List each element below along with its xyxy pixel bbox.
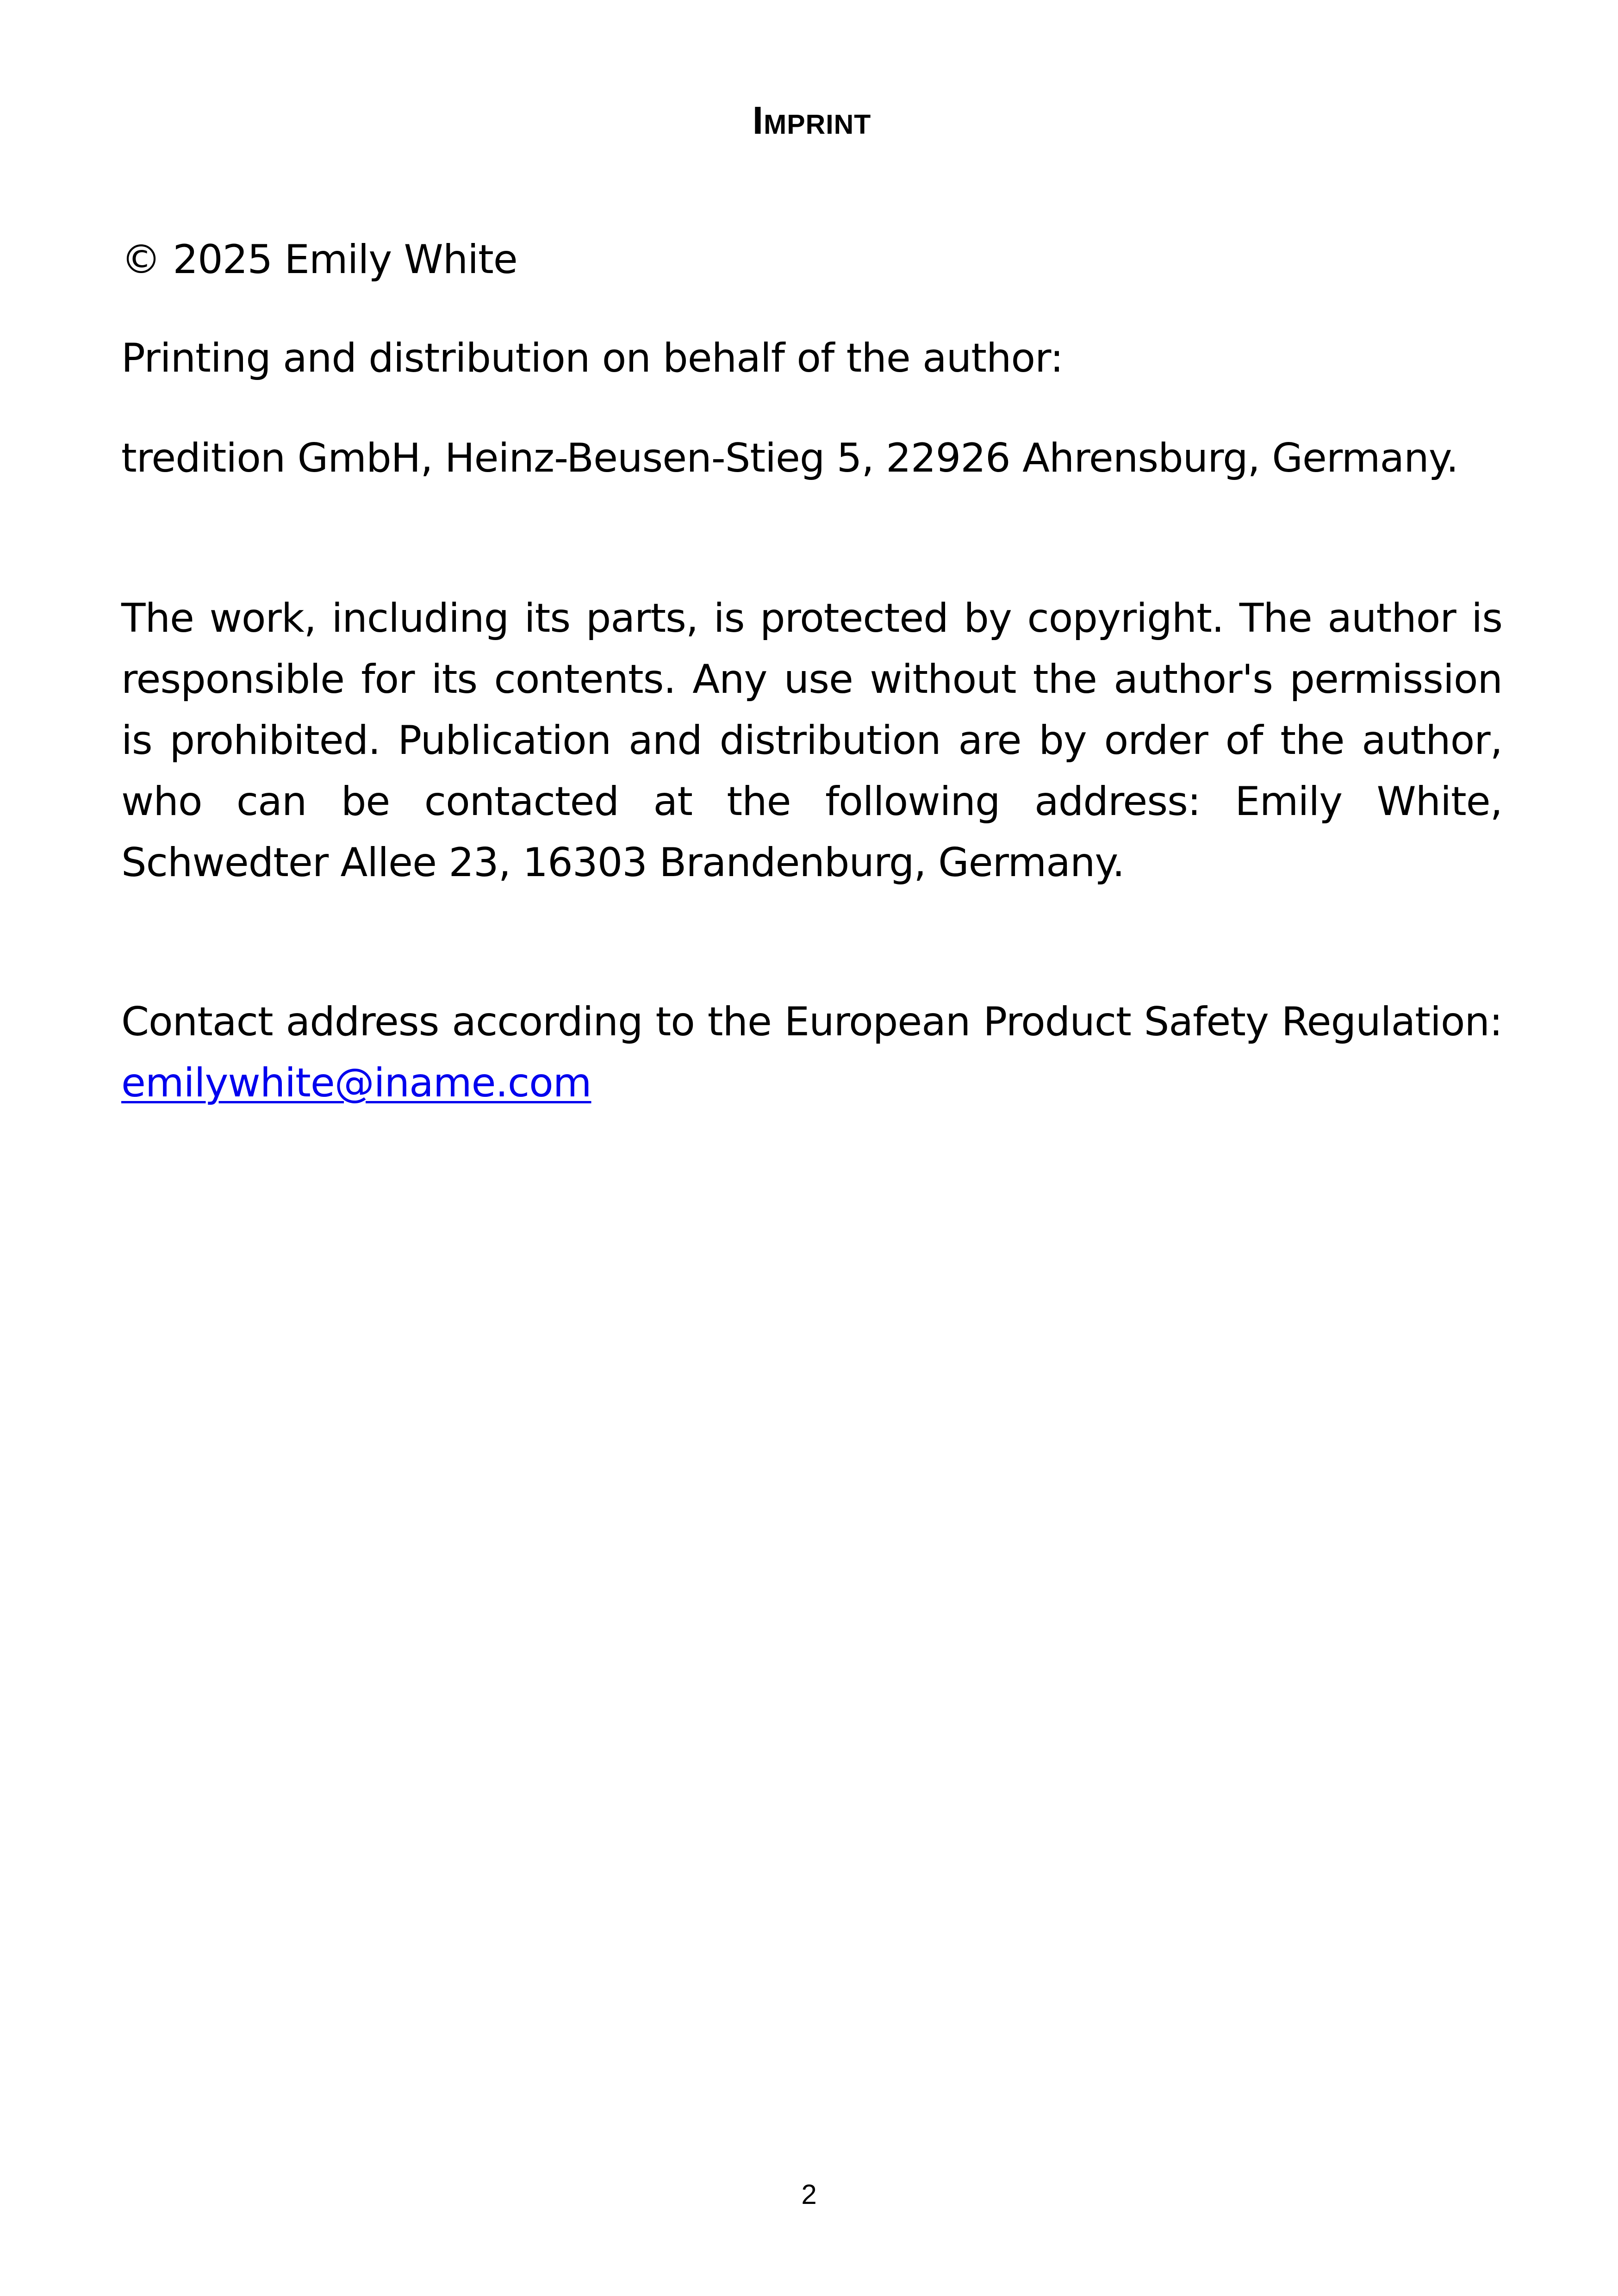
page-number: 2 (801, 2179, 817, 2210)
contact-email-link[interactable]: emilywhite@iname.com (121, 1060, 591, 1106)
contact-address-paragraph (121, 991, 1502, 1114)
copyright-line: © 2025 Emily White (121, 236, 517, 283)
copyright-notice: The work, including its parts, is protected by copyright. The author is responsible for its contents. Any use without the author's permission is prohibited. Publication and distribution are by order of the author, who can be contacted at the following address: Emily White, Schwedter Allee 23, 16303 Brandenburg, Germany. (121, 595, 1502, 886)
printing-distribution-line: Printing and distribution on behalf of the author: (121, 335, 1063, 381)
publisher-address: tredition GmbH, Heinz-Beusen-Stieg 5, 22926 Ahrensburg, Germany. (121, 435, 1458, 481)
page-title: Imprint (752, 99, 871, 142)
contact-address-label: Contact address according to the European Product Safety Regulation: (121, 999, 1502, 1045)
